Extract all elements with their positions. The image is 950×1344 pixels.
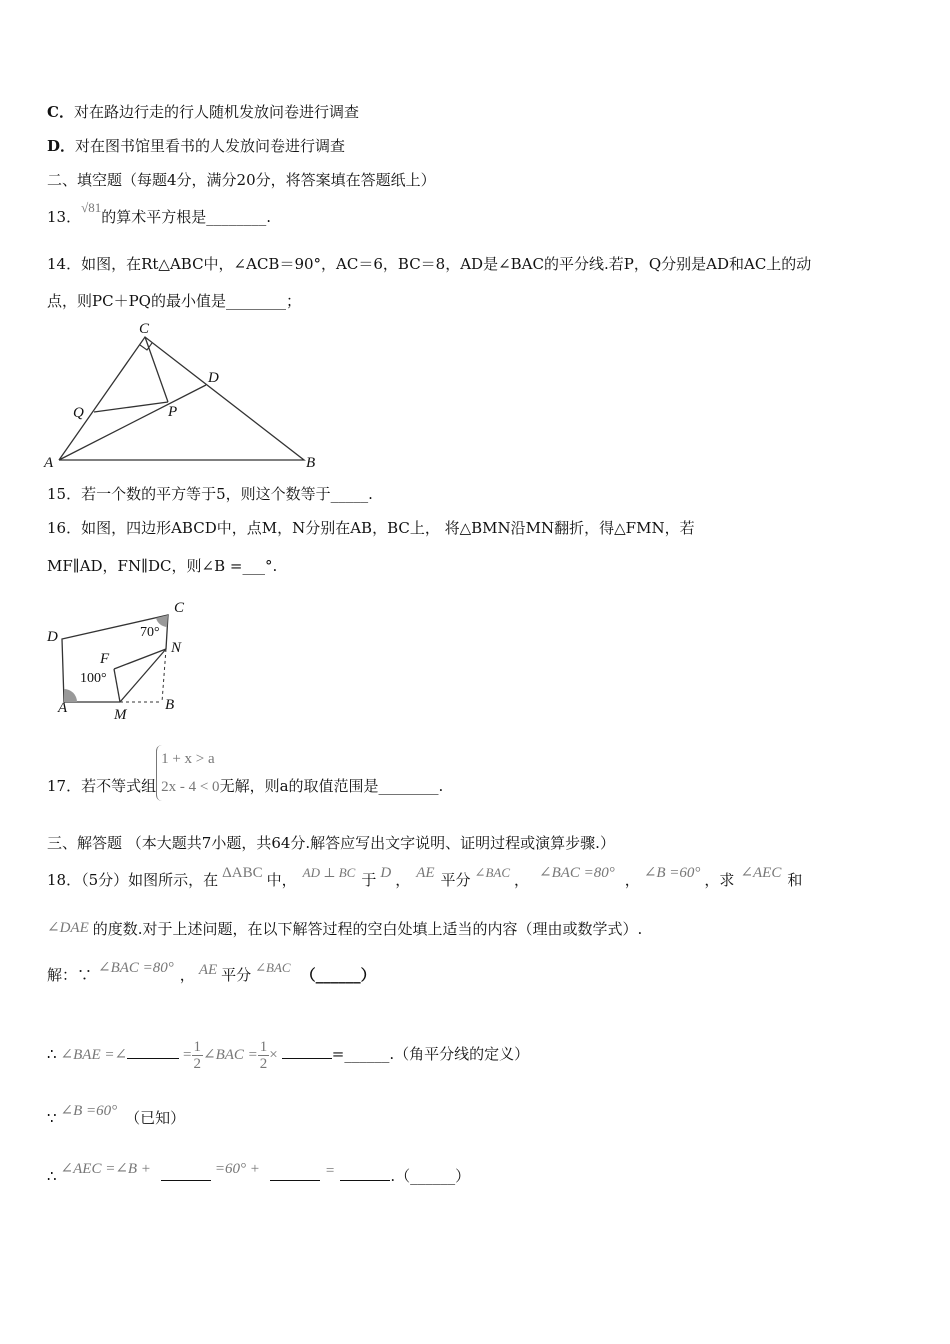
label-d: D: [208, 370, 219, 386]
sqrt-81: √81: [81, 200, 102, 215]
question-15: 15．若一个数的平方等于5，则这个数等于_____.: [47, 485, 373, 503]
inequality-system: [156, 745, 219, 801]
segment-cp: [145, 337, 168, 402]
fig16-label-d: D: [47, 629, 58, 645]
label-c: C: [139, 321, 150, 337]
fig16-angle-70: 70°: [140, 625, 160, 640]
fraction-half-2: $\frac{1}{2}$: [259, 1038, 268, 1072]
solution-step-2: ∴ ∠BAE =∠ = $\frac{1}{2}$ ∠BAC = $\frac{1}{2}$ × =______.（角平分线的定义）: [47, 1038, 530, 1072]
solution-step-3: ∵ ∠B =60° （已知）: [47, 1103, 186, 1127]
right-angle-mark: [140, 343, 152, 350]
inequality-1: 1 + x > a: [161, 751, 215, 767]
segment-fm: [114, 669, 120, 702]
section-3-heading: 三、解答题 （本大题共7小题，共64分.解答应写出文字说明、证明过程或演算步骤.）: [47, 834, 615, 852]
fig16-angle-100: 100°: [80, 671, 107, 686]
question-13: 13．√81的算术平方根是________.: [47, 200, 272, 226]
fig16-label-b: B: [165, 697, 175, 713]
question-18-line2: ∠DAE 的度数.对于上述问题，在以下解答过程的空白处填上适当的内容（理由或数学式）.: [47, 920, 643, 938]
figure-14-triangle: [40, 315, 340, 475]
fig16-label-n: N: [171, 640, 182, 656]
segment-fn: [114, 649, 166, 669]
inequality-2: 2x - 4 < 0: [161, 779, 220, 795]
question-16-line1: 16．如图，四边形ABCD中，点M，N分别在AB，BC上， 将△BMN沿MN翻折，得△FMN，若: [47, 519, 695, 537]
section-2-heading: 二、填空题（每题4分，满分20分，将答案填在答题纸上）: [47, 171, 436, 189]
option-d: D．对在图书馆里看书的人发放问卷进行调查: [47, 137, 346, 155]
label-q: Q: [73, 405, 84, 421]
question-14-line2: 点，则PC＋PQ的最小值是________；: [47, 292, 301, 310]
fig16-label-m: M: [114, 707, 127, 723]
label-b: B: [306, 455, 316, 471]
fig16-label-a: A: [58, 700, 68, 716]
segment-ad: [59, 385, 206, 460]
question-18-line1: 18．（5分）如图所示，在 ΔABC 中， AD ⊥ BC 于 D ， AE 平分 ∠BAC ， ∠BAC =80° ， ∠B =60° ，求 ∠AEC 和: [47, 865, 803, 889]
segment-mn: [120, 649, 166, 702]
fig16-label-c: C: [174, 600, 185, 616]
option-c: C．对在路边行走的行人随机发放问卷进行调查: [47, 103, 359, 121]
fig16-label-f: F: [100, 651, 110, 667]
label-p: P: [168, 404, 178, 420]
segment-nb: [162, 649, 166, 702]
fraction-half-1: $\frac{1}{2}$: [193, 1038, 202, 1072]
solution-step-1: 解：∵ ∠BAC =80° ， AE 平分 ∠BAC （______）: [47, 960, 376, 984]
label-a: A: [44, 455, 54, 471]
figure-16-quadrilateral: [40, 597, 200, 727]
question-14-line1: 14．如图，在Rt△ABC中，∠ACB＝90°，AC＝6，BC＝8，AD是∠BAC的平分线.若P，Q分别是AD和AC上的动: [47, 255, 812, 273]
solution-step-4: ∴ ∠AEC =∠B + =60° + = .（______）: [47, 1161, 471, 1185]
question-16-line2: MF∥AD，FN∥DC，则∠B =___°.: [47, 557, 278, 575]
question-17: 17．若不等式组 1 + x > a 2x - 4 < 0 无解，则a的取值范围是________.: [47, 773, 443, 801]
